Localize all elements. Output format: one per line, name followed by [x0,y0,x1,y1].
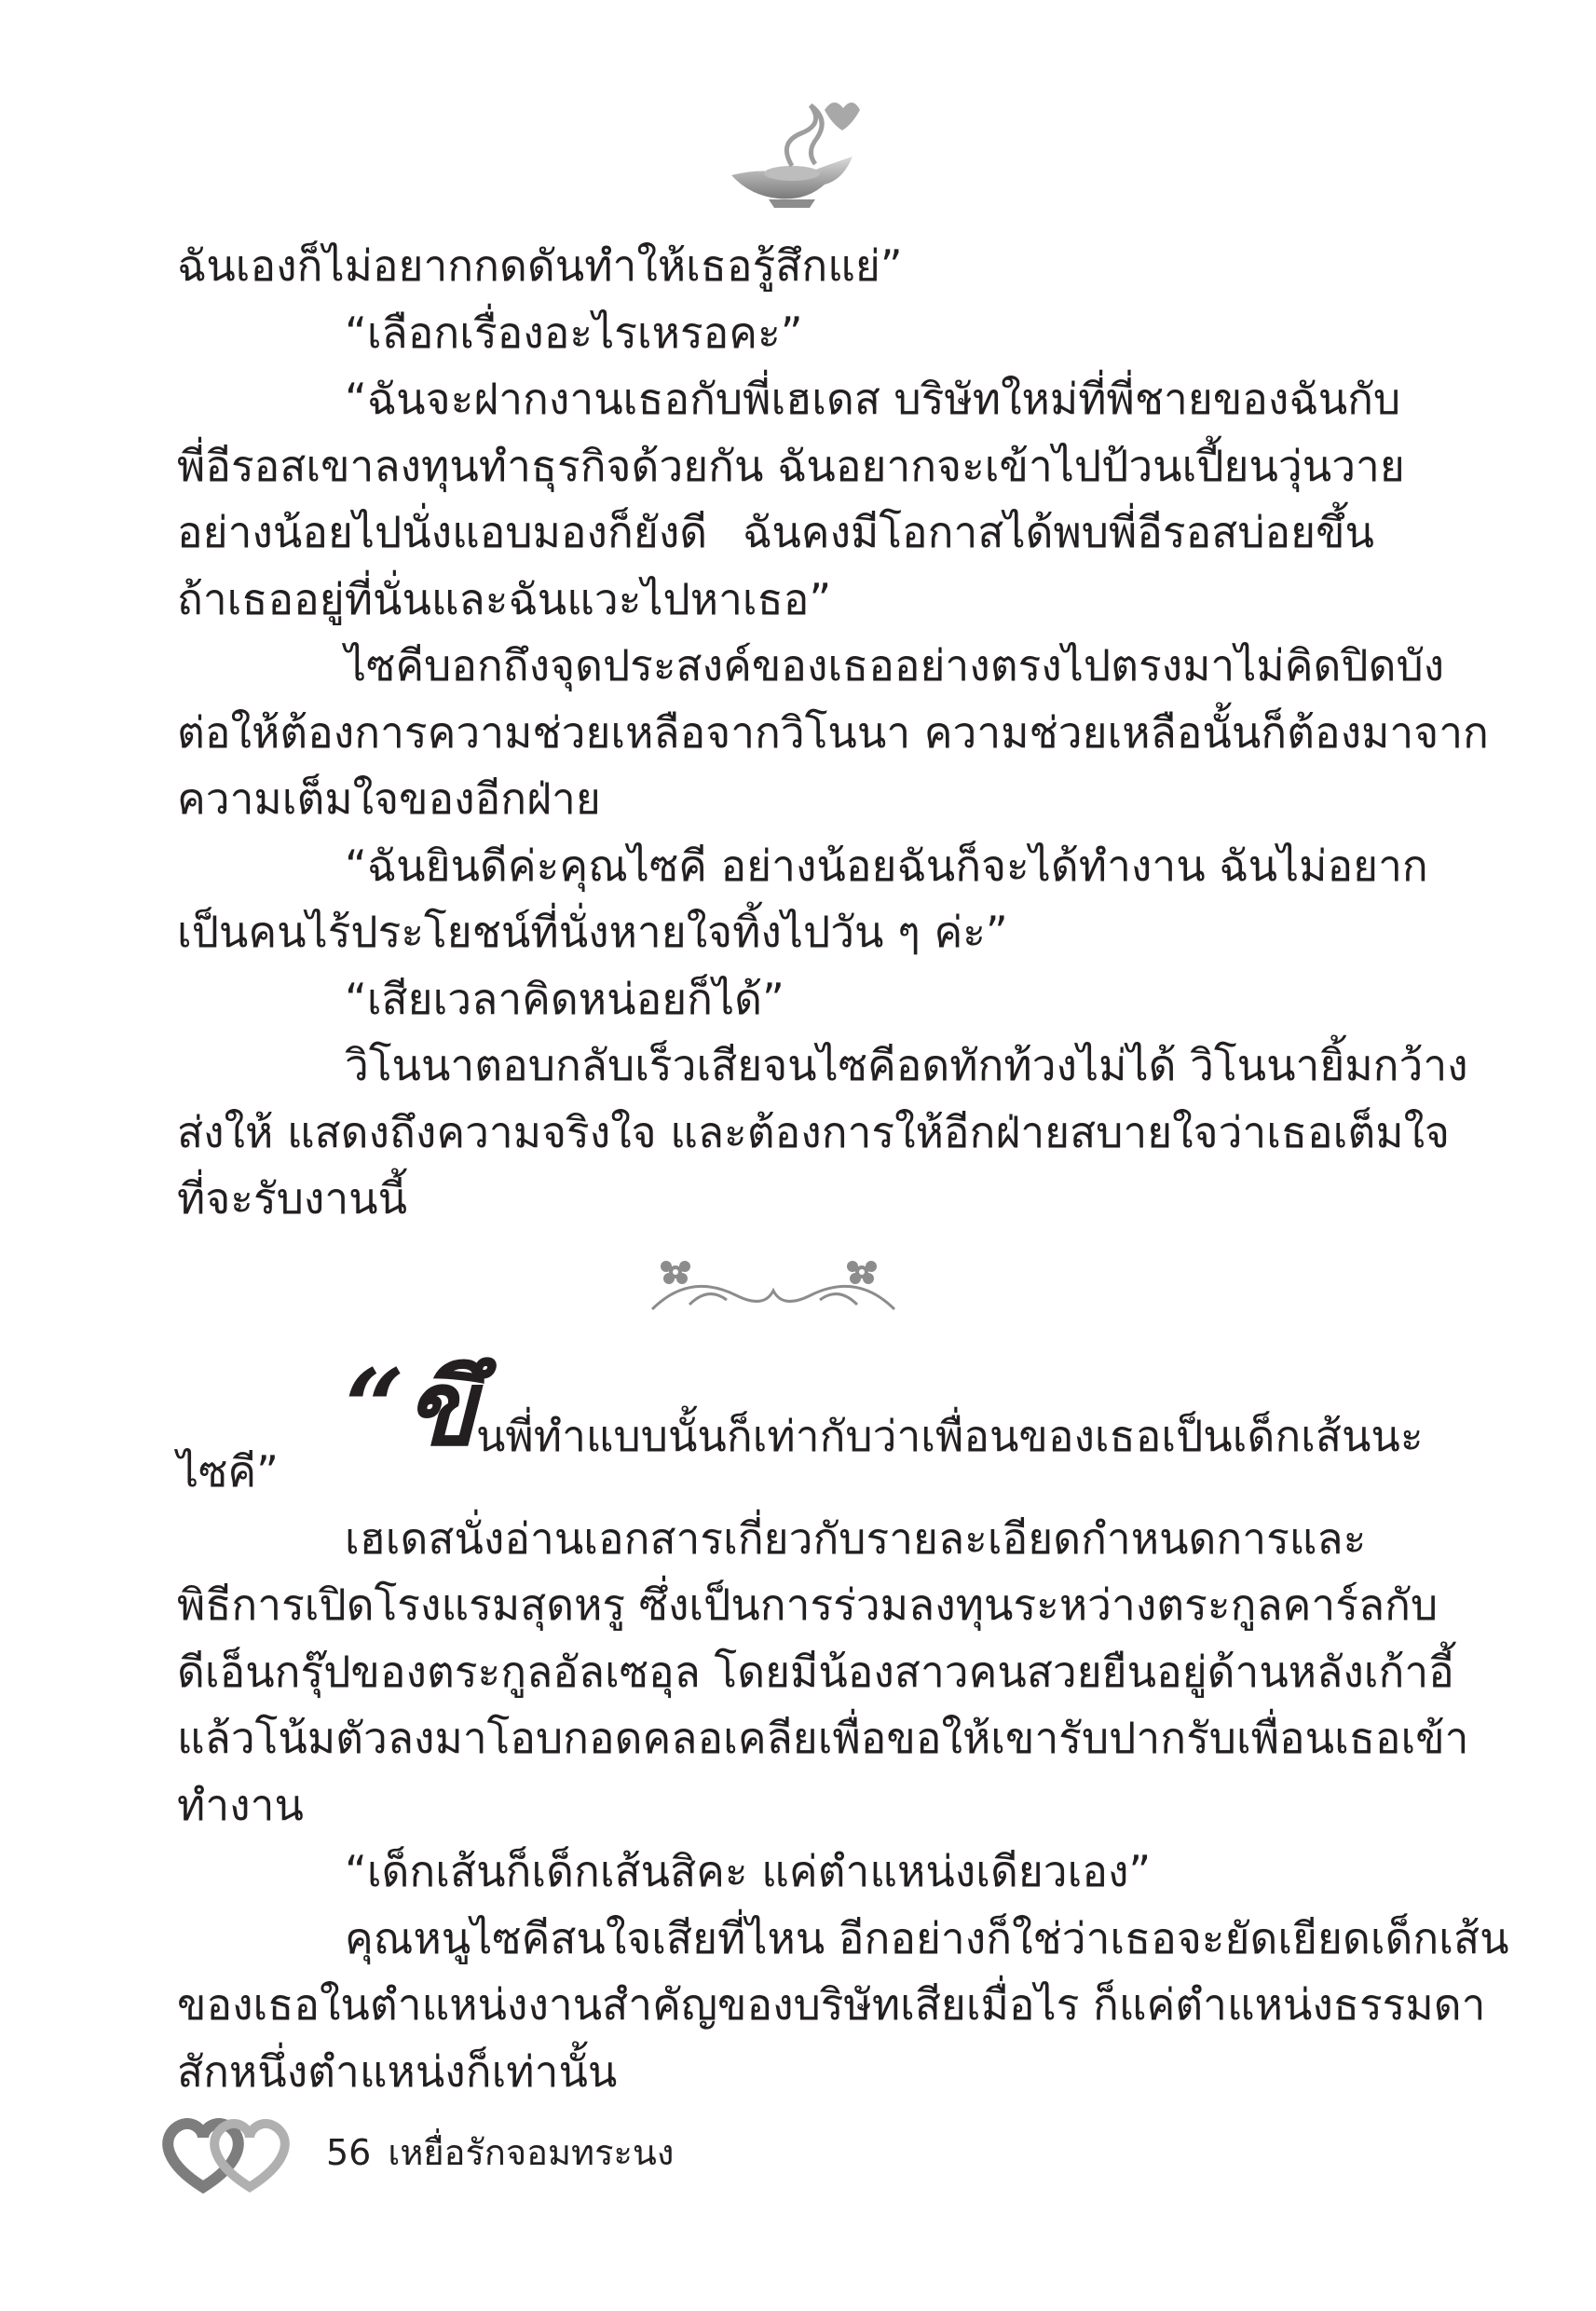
text-line: ส่งให้ แสดงถึงความจริงใจ และต้องการให้อีกฝ่ายสบายใจว่าเธอเต็มใจ [177,1106,1451,1157]
drop-cap: “ขึ [345,1347,476,1470]
text-line: แล้วโน้มตัวลงมาโอบกอดคลอเคลียเพื่อขอให้เขารับปากรับเพื่อนเธอเข้า [177,1713,1469,1763]
page-footer [326,2129,690,2176]
genie-lamp-icon [713,91,880,212]
text-line: พี่อีรอสเขาลงทุนทำธุรกิจด้วยกัน ฉันอยากจะเข้าไปป้วนเปี้ยนวุ่นวาย [177,440,1405,491]
text-line: ไซคี” [177,1446,279,1497]
text-line: “เลือกเรื่องอะไรเหรอคะ” [345,307,803,358]
text-line: ไซคีบอกถึงจุดประสงค์ของเธออย่างตรงไปตรงมาไม่คิดปิดบัง [345,640,1445,691]
text-line: “เสียเวลาคิดหน่อยก็ได้” [345,973,784,1024]
text-line: “ฉันจะฝากงานเธอกับพี่เฮเดส บริษัทใหม่ที่พี่ชายของฉันกับ [345,374,1401,424]
text-line: อย่างน้อยไปนั่งแอบมองก็ยังดี ฉันคงมีโอกาสได้พบพี่อีรอสบ่อยขึ้น [177,507,1374,557]
text-line: คุณหนูไซคีสนใจเสียที่ไหน อีกอย่างก็ใช่ว่าเธอจะยัดเยียดเด็กเส้น [345,1912,1509,1963]
text-line: ที่จะรับงานนี้ [177,1173,408,1224]
opening-line-text: นพี่ทำแบบนั้นก็เท่ากับว่าเพื่อนของเธอเป็นเด็กเส้นนะ [475,1411,1424,1461]
text-line: “เด็กเส้นก็เด็กเส้นสิคะ แค่ตำแหน่งเดียวเอง” [345,1846,1152,1896]
text-line: ถ้าเธออยู่ที่นั่นและฉันแวะไปหาเธอ” [177,573,832,624]
text-line: เป็นคนไร้ประโยชน์ที่นั่งหายใจทิ้งไปวัน ๆ ค่ะ” [177,907,1008,957]
text-line: สักหนึ่งตำแหน่งก็เท่านั้น [177,2045,618,2097]
text-line: “ฉันยินดีค่ะคุณไซคี อย่างน้อยฉันก็จะได้ทำงาน ฉันไม่อยาก [345,840,1428,891]
page-number: 56 [326,2132,372,2173]
text-line: ต่อให้ต้องการความช่วยเหลือจากวิโนนา ความช่วยเหลือนั้นก็ต้องมาจาก [177,706,1489,758]
text-line: เฮเดสนั่งอ่านเอกสารเกี่ยวกับรายละเอียดกำหนดการและ [345,1512,1367,1564]
text-line: ดีเอ็นกรุ๊ปของตระกูลอัลเซอุล โดยมีน้องสาวคนสวยยืนอยู่ด้านหลังเก้าอี้ [177,1646,1454,1697]
hearts-icon [157,2108,296,2201]
text-line: ฉันเองก็ไม่อยากกดดันทำให้เธอรู้สึกแย่” [177,240,903,291]
book-title: เหยื่อรักจอมทระนง [388,2132,675,2173]
text-line: วิโนนาตอบกลับเร็วเสียจนไซคีอดทักท้วงไม่ได้ วิโนนายิ้มกว้าง [345,1040,1468,1090]
text-line: ของเธอในตำแหน่งงานสำคัญของบริษัทเสียเมื่อไร ก็แค่ตำแหน่งธรรมดา [177,1979,1486,2030]
text-line: ทำงาน [177,1779,304,1830]
floral-divider-icon [634,1253,913,1328]
text-line: พิธีการเปิดโรงแรมสุดหรู ซึ่งเป็นการร่วมลงทุนระหว่างตระกูลคาร์ลกับ [177,1579,1439,1630]
text-line: ความเต็มใจของอีกฝ่าย [177,773,601,824]
